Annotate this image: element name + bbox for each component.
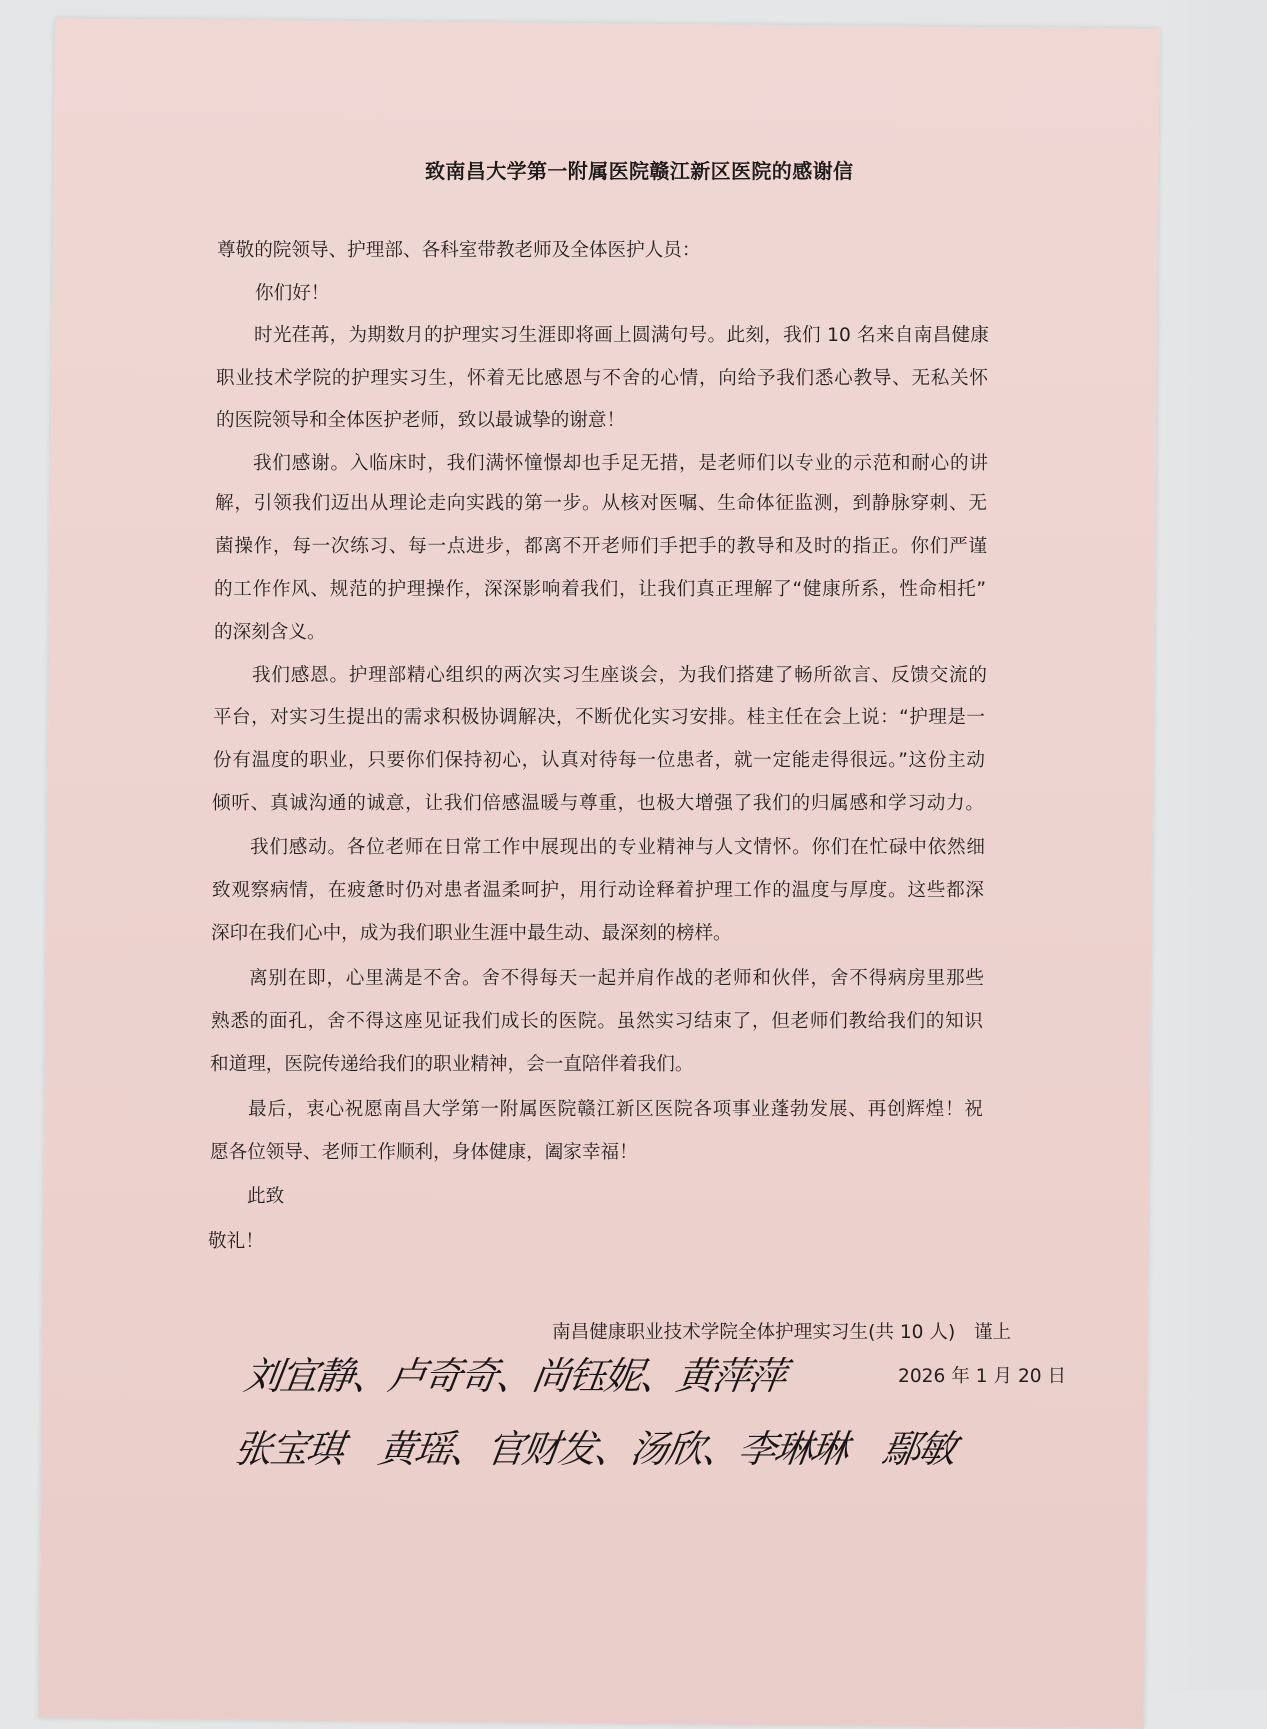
letter-line: 我们感动。各位老师在日常工作中展现出的专业精神与人文情怀。你们在忙碌中依然细	[250, 837, 985, 858]
letter-line: 此致	[247, 1186, 285, 1207]
signature-organization: 南昌健康职业技术学院全体护理实习生(共 10 人) 谨上	[552, 1322, 1012, 1343]
letter-line: 菌操作，每一次练习、每一点进步，都离不开老师们手把手的教导和及时的指正。你们严谨	[215, 536, 987, 557]
letter-line: 倾听、真诚沟通的诚意，让我们倍感温暖与尊重，也极大增强了我们的归属感和学习动力。	[212, 793, 984, 814]
letter-line: 敬礼！	[208, 1231, 264, 1252]
letter-line: 职业技术学院的护理实习生，怀着无比感恩与不舍的心情，向给予我们悉心教导、无私关怀	[216, 368, 988, 389]
letter-line: 离别在即，心里满是不舍。舍不得每天一起并肩作战的老师和伙伴，舍不得病房里那些	[249, 968, 984, 989]
letter-line: 的医院领导和全体医护老师，致以最诚挚的谢意！	[216, 410, 626, 431]
letter-line: 深印在我们心中，成为我们职业生涯中最生动、最深刻的榜样。	[211, 923, 732, 944]
letter-line: 的深刻含义。	[214, 622, 326, 643]
letter-line: 你们好！	[255, 283, 330, 304]
letter-line: 的工作作风、规范的护理操作，深深影响着我们，让我们真正理解了“健康所系，性命相托”	[214, 579, 986, 600]
letter-title: 致南昌大学第一附属医院赣江新区医院的感谢信	[425, 159, 854, 183]
handwritten-signatures-row-2: 张宝琪 黄瑶、官财发、汤欣、李琳琳 鄢敏	[231, 1427, 958, 1471]
letter-line: 份有温度的职业，只要你们保持初心，认真对待每一位患者，就一定能走得很远。”这份主动	[213, 750, 985, 771]
letter-line: 尊敬的院领导、护理部、各科室带教老师及全体医护人员：	[217, 240, 701, 261]
letter-line: 平台，对实习生提出的需求积极协调解决，不断优化实习安排。桂主任在会上说：“护理是一	[213, 707, 985, 728]
letter-line: 和道理，医院传递给我们的职业精神，会一直陪伴着我们。	[210, 1054, 694, 1075]
letter-line: 最后，衷心祝愿南昌大学第一附属医院赣江新区医院各项事业蓬勃发展、再创辉煌！祝	[248, 1099, 983, 1120]
letter-line: 时光荏苒，为期数月的护理实习生涯即将画上圆满句号。此刻，我们 10 名来自南昌健康	[254, 325, 989, 346]
letter-line: 我们感谢。入临床时，我们满怀憧憬却也手足无措，是老师们以专业的示范和耐心的讲	[253, 453, 988, 474]
letter-line: 解，引领我们迈出从理论走向实践的第一步。从核对医嘱、生命体征监测，到静脉穿刺、无	[215, 493, 987, 514]
letter-line: 熟悉的面孔，舍不得这座见证我们成长的医院。虽然实习结束了，但老师们教给我们的知识	[211, 1011, 983, 1032]
letter-line: 致观察病情，在疲惫时仍对患者温柔呵护，用行动诠释着护理工作的温度与厚度。这些都深	[212, 880, 984, 901]
letter-line: 我们感恩。护理部精心组织的两次实习生座谈会，为我们搭建了畅所欲言、反馈交流的	[252, 665, 987, 686]
background-edge	[1157, 0, 1267, 1690]
letter-line: 愿各位领导、老师工作顺利，身体健康，阖家幸福！	[210, 1142, 638, 1163]
handwritten-signatures-row-1: 刘宜静、卢奇奇、尚钰妮、黄萍萍	[241, 1354, 788, 1398]
letter-date: 2026 年 1 月 20 日	[898, 1366, 1067, 1387]
